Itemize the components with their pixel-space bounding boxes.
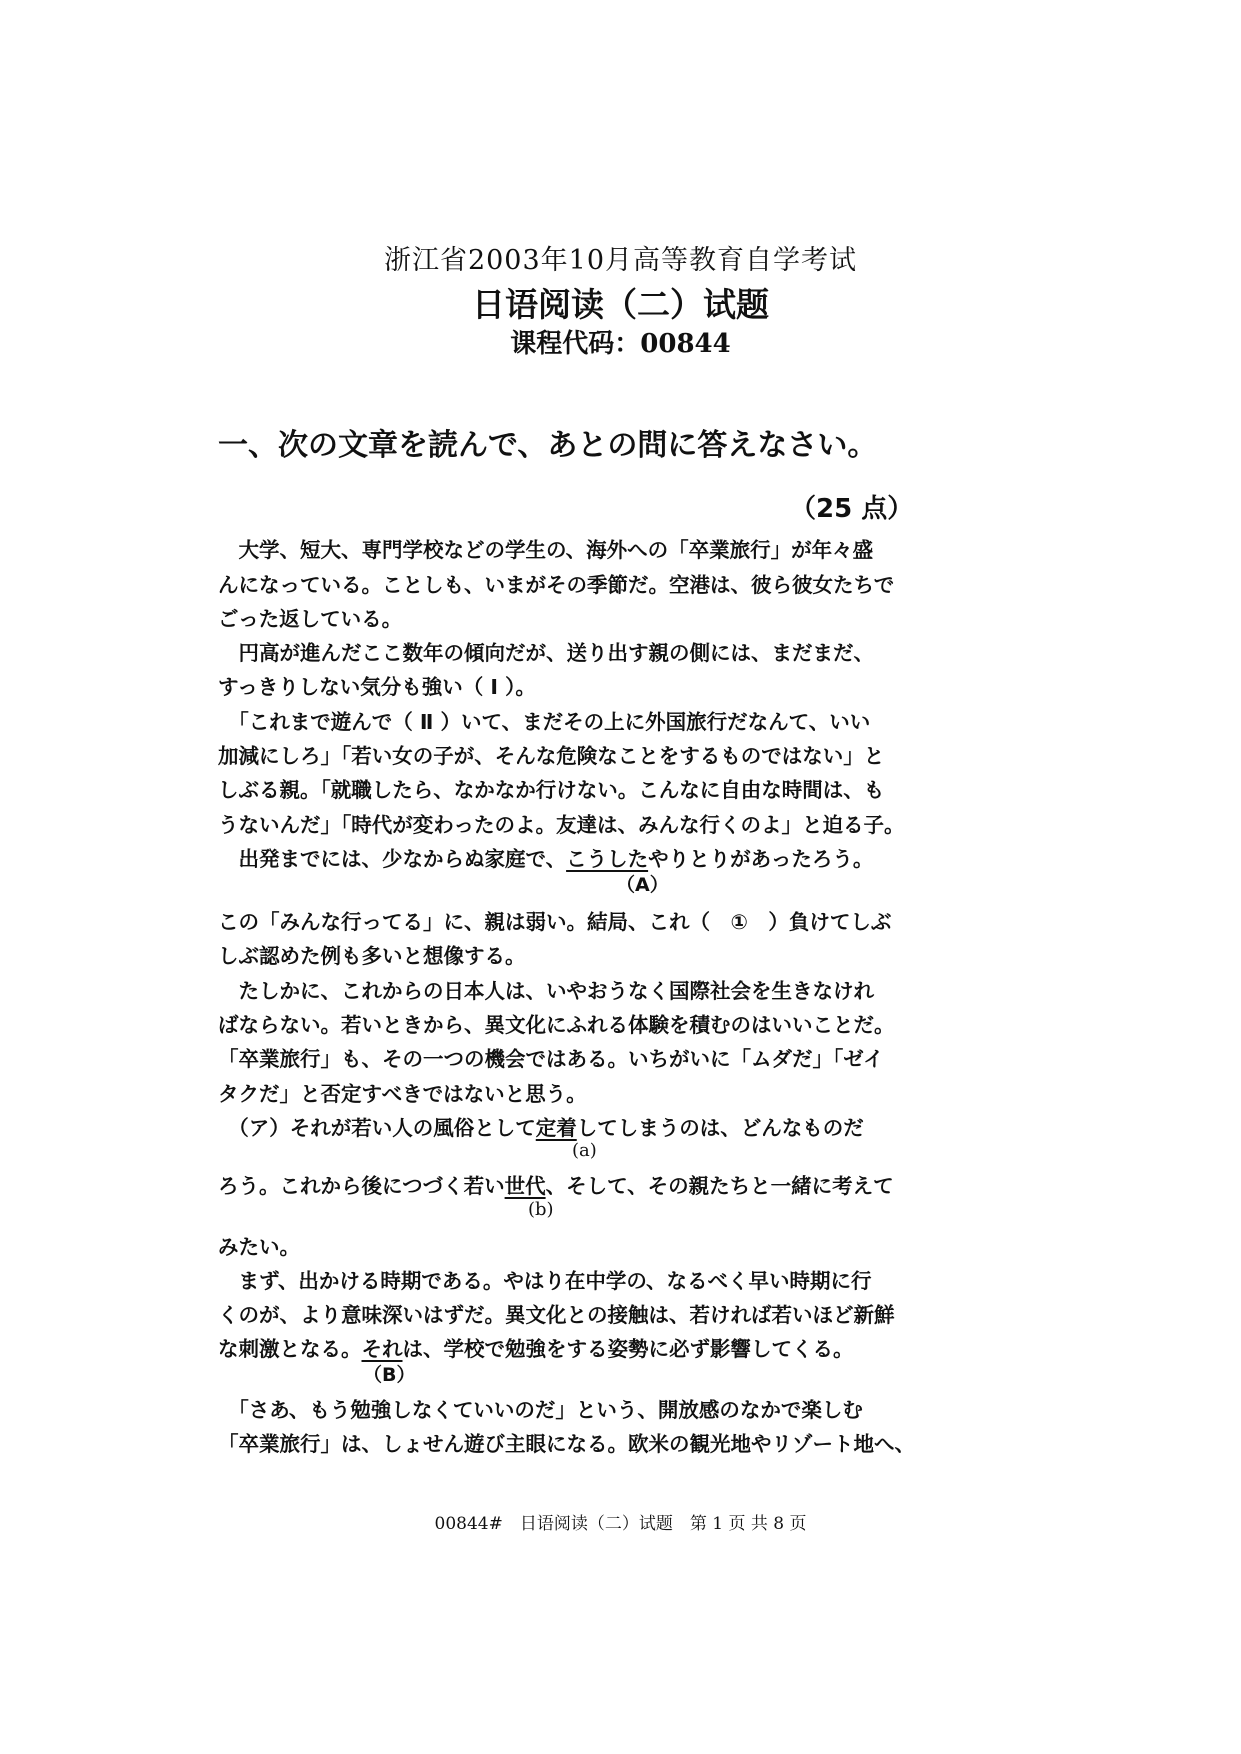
marker-b: (b) [528, 1199, 554, 1220]
exam-title: 浙江省2003年10月高等教育自学考试 [383, 245, 858, 276]
passage-line: くのが、より意味深いはずだ。異文化との接触は、若ければ若いほど新鮮 [218, 1303, 895, 1327]
section-points: （25 点） [790, 494, 914, 524]
passage-line: ばならない。若いときから、異文化にふれる体験を積むのはいいことだ。 [218, 1013, 895, 1037]
passage-text: な刺激となる。 [218, 1337, 362, 1361]
passage-line: しぶ認めた例も多いと想像する。 [218, 944, 526, 968]
passage-line: 「卒業旅行」は、しょせん遊び主眼になる。欧米の観光地やリゾート地へ、 [218, 1432, 915, 1456]
marker-a: (a) [572, 1140, 597, 1161]
passage-text: してしまうのは、どんなものだ [576, 1116, 864, 1140]
passage-text: は、学校で勉強をする姿勢に必ず影響してくる。 [402, 1337, 854, 1361]
passage-line: 円高が進んだここ数年の傾向だが、送り出す親の側には、まだまだ、 [218, 641, 874, 665]
underlined-word-b: 世代 [504, 1174, 546, 1198]
course-code: 课程代码：00844 [510, 329, 731, 359]
passage-line: うないんだ」「時代が変わったのよ。友達は、みんな行くのよ」と迫る子。 [218, 813, 905, 837]
passage-text: 、そして、その親たちと一緒に考えて [545, 1174, 894, 1198]
passage-line: ごった返している。 [218, 607, 403, 631]
subject-title: 日语阅读（二）试题 [472, 285, 769, 324]
underlined-word-a: 定着 [535, 1116, 577, 1140]
underlined-phrase-a: こうした [566, 847, 649, 871]
marker-B: （B） [363, 1364, 416, 1386]
passage-line: タクだ」と否定すべきではないと思う。 [218, 1082, 587, 1106]
passage-line: 「卒業旅行」も、その一つの機会ではある。いちがいに「ムダだ」「ゼイ [218, 1047, 884, 1071]
passage-line: 「これまで遊んで（ Ⅱ ）いて、まだその上に外国旅行だなんて、いい [218, 710, 871, 734]
passage-line: 「さあ、もう勉強しなくていいのだ」という、開放感のなかで楽しむ [218, 1398, 863, 1422]
underlined-word-c: それ [361, 1337, 403, 1361]
passage-line: んになっている。ことしも、いまがその季節だ。空港は、彼ら彼女たちで [218, 573, 895, 597]
section-heading: 一、次の文章を読んで、あとの問に答えなさい。 [218, 428, 878, 463]
passage-line: すっきりしない気分も強い（ Ⅰ ）。 [218, 675, 536, 699]
passage-line: まず、出かける時期である。やはり在中学の、なるべく早い時期に行 [218, 1269, 872, 1293]
passage-line [218, 1171, 894, 1201]
marker-A: （A） [616, 874, 669, 896]
passage-line: みたい。 [218, 1235, 300, 1259]
passage-line: この「みんな行ってる」に、親は弱い。結局、これ（ ① ）負けてしぶ [218, 910, 892, 934]
passage-line [218, 844, 873, 874]
page-footer: 00844# 日语阅读（二）试题 第 1 页 共 8 页 [434, 1514, 807, 1534]
passage-text: 出発までには、少なからぬ家庭で、 [218, 847, 567, 871]
passage-text: やりとりがあったろう。 [648, 847, 874, 871]
passage-text: ろう。これから後につづく若い [218, 1174, 505, 1198]
passage-line [218, 1334, 854, 1364]
passage-line: 大学、短大、専門学校などの学生の、海外への「卒業旅行」が年々盛 [218, 538, 874, 562]
passage-text: （ア）それが若い人の風俗として [218, 1116, 536, 1140]
passage-line: しぶる親。「就職したら、なかなか行けない。こんなに自由な時間は、も [218, 778, 885, 802]
passage-line [218, 1113, 864, 1143]
passage-line: たしかに、これからの日本人は、いやおうなく国際社会を生きなけれ [218, 979, 874, 1003]
passage-line: 加減にしろ」「若い女の子が、そんな危険なことをするものではない」と [218, 744, 885, 768]
